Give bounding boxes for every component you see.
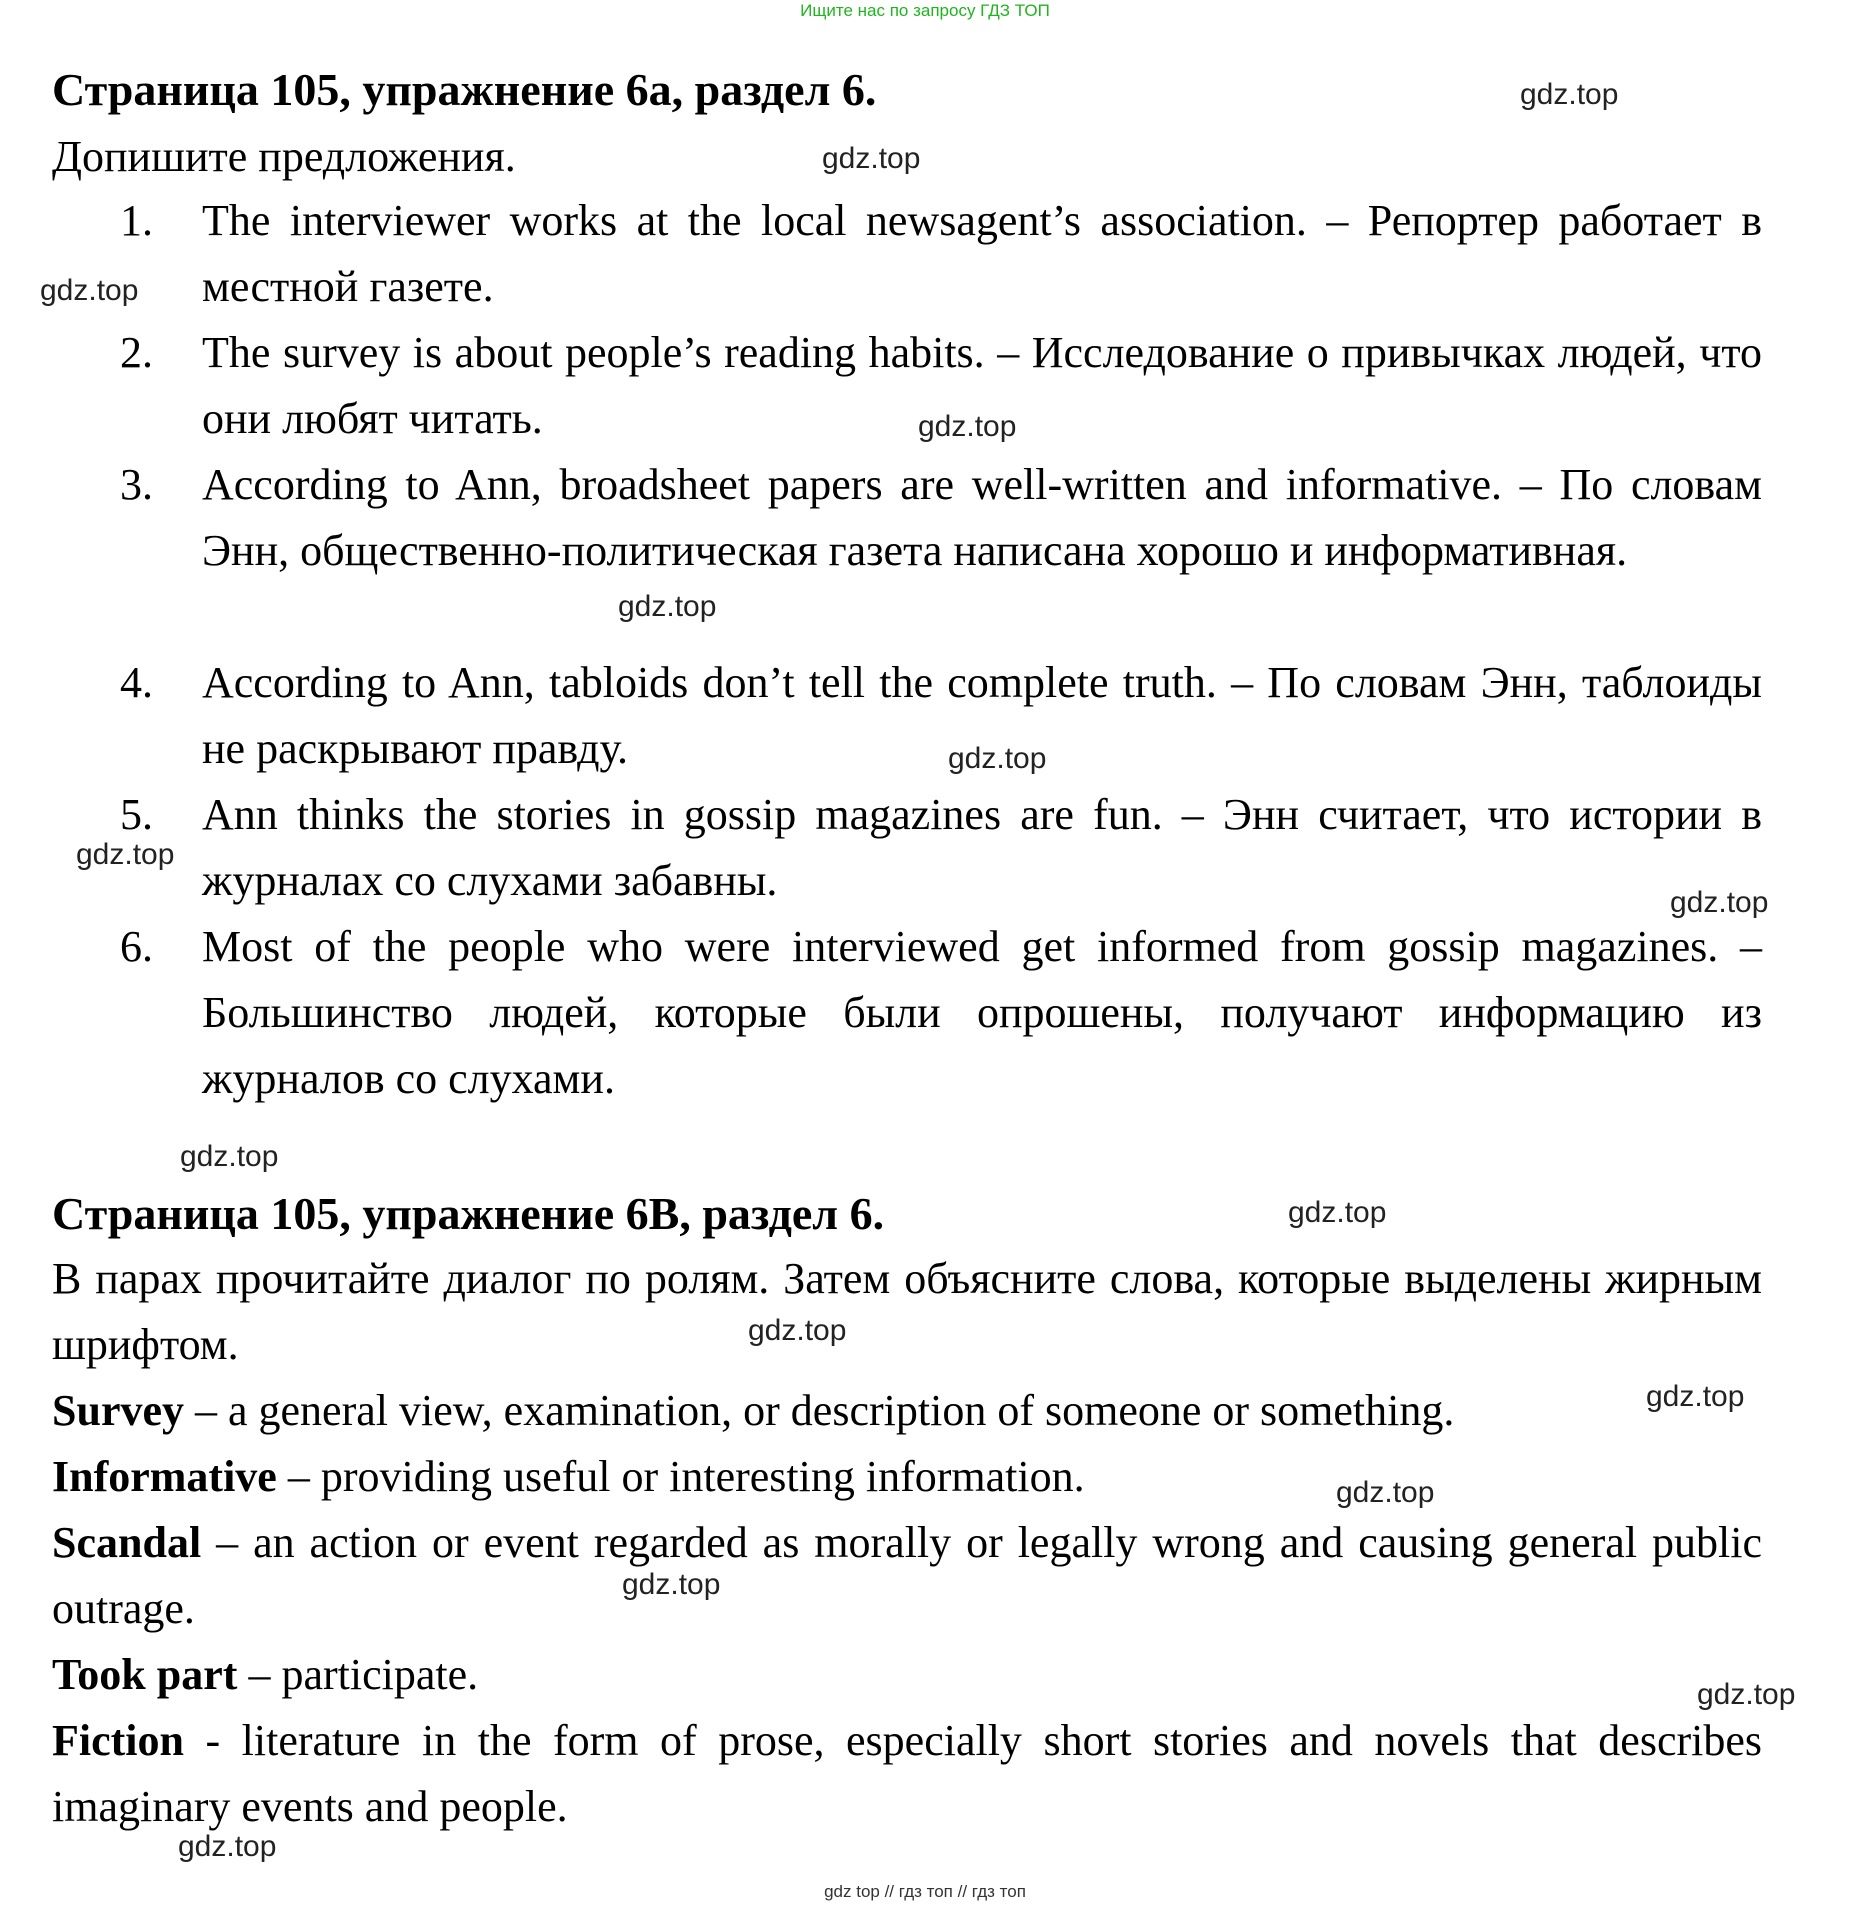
item-text: According to Ann, broadsheet papers are well-written and informative. – По словам Энн, общественно-политическая газета написана хорошо и информативная. <box>202 460 1762 575</box>
item-text: The interviewer works at the local newsagent’s association. – Репортер работает в местной газете. <box>202 196 1762 311</box>
item-number: 4. <box>120 658 153 707</box>
item-number: 2. <box>120 328 153 377</box>
section2-instruction: В парах прочитайте диалог по ролям. Затем объясните слова, которые выделены жирным шрифтом. <box>52 1254 1762 1369</box>
item-number: 1. <box>120 196 153 245</box>
watermark: gdz.top <box>1697 1678 1796 1711</box>
watermark: gdz.top <box>1670 886 1769 919</box>
definition-term: Fiction <box>52 1716 184 1765</box>
section1-heading: Страница 105, упражнение 6а, раздел 6. <box>52 64 877 115</box>
list-item <box>120 452 1762 584</box>
definition-item <box>52 1642 1762 1708</box>
definition-text: – providing useful or interesting information. <box>276 1452 1085 1501</box>
item-text: Ann thinks the stories in gossip magazines are fun. – Энн считает, что истории в журналах со слухами забавны. <box>202 790 1762 905</box>
definition-item <box>52 1510 1762 1642</box>
item-text: Most of the people who were interviewed get informed from gossip magazines. – Большинство людей, которые были опрошены, получают информацию из журналов со слухами. <box>202 922 1762 1103</box>
item-number: 6. <box>120 922 153 971</box>
list-item <box>120 650 1762 782</box>
definition-term: Scandal <box>52 1518 202 1567</box>
definition-item <box>52 1378 1762 1444</box>
watermark: gdz.top <box>40 274 139 307</box>
list-item <box>120 914 1762 1112</box>
definition-term: Survey <box>52 1386 184 1435</box>
definition-item <box>52 1708 1762 1840</box>
watermark: gdz.top <box>178 1830 277 1863</box>
definition-item <box>52 1444 1762 1510</box>
section2-heading: Страница 105, упражнение 6В, раздел 6. <box>52 1188 885 1239</box>
definition-text: - literature in the form of prose, especially short stories and novels that describes imaginary events and people. <box>52 1716 1762 1831</box>
list-item <box>120 782 1762 914</box>
definition-text: – participate. <box>237 1650 479 1699</box>
footer: gdz top // гдз топ // гдз топ <box>824 1882 1026 1901</box>
watermark: gdz.top <box>1288 1196 1387 1229</box>
watermark: gdz.top <box>1336 1476 1435 1509</box>
watermark: gdz.top <box>918 410 1017 443</box>
definition-term: Informative <box>52 1452 277 1501</box>
watermark: gdz.top <box>622 1568 721 1601</box>
list-item <box>120 188 1762 320</box>
watermark: gdz.top <box>618 590 717 623</box>
watermark: gdz.top <box>76 838 175 871</box>
watermark: gdz.top <box>948 742 1047 775</box>
watermark: gdz.top <box>180 1140 279 1173</box>
item-number: 5. <box>120 790 153 839</box>
watermark: gdz.top <box>822 142 921 175</box>
banner-link[interactable]: Ищите нас по запросу ГДЗ ТОП <box>800 1 1050 20</box>
definition-text: – a general view, examination, or description of someone or something. <box>184 1386 1455 1435</box>
watermark: gdz.top <box>748 1314 847 1347</box>
watermark: gdz.top <box>1646 1380 1745 1413</box>
definition-text: – an action or event regarded as morally or legally wrong and causing general public outrage. <box>52 1518 1762 1633</box>
definition-term: Took part <box>52 1650 238 1699</box>
item-text: According to Ann, tabloids don’t tell the complete truth. – По словам Энн, таблоиды не раскрывают правду. <box>202 658 1762 773</box>
item-number: 3. <box>120 460 153 509</box>
section1-instruction: Допишите предложения. <box>52 132 516 181</box>
watermark: gdz.top <box>1520 78 1619 111</box>
item-text: The survey is about people’s reading habits. – Исследование о привычках людей, что они любят читать. <box>202 328 1762 443</box>
top-banner <box>0 1 1850 21</box>
